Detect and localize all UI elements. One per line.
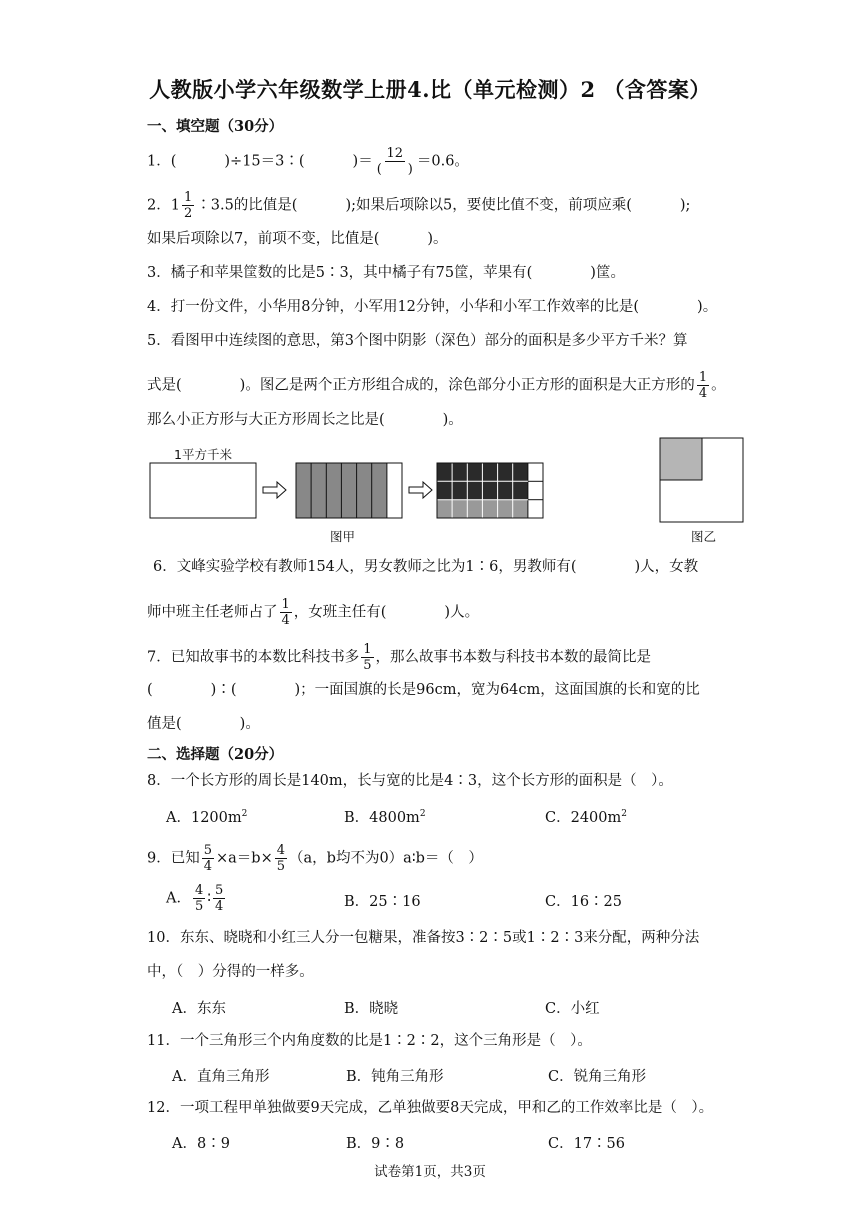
q9-fraction-1: $\frac{5}{4}$: [203, 843, 213, 874]
q6-text-c: ，女班主任有( )人。: [293, 604, 480, 621]
q6-text-b: 师中班主任老师占了: [147, 604, 278, 621]
q9-a-fraction-1: $\frac{4}{5}$: [194, 883, 204, 914]
q2-text-d: );: [679, 197, 691, 214]
q1-fraction: $\frac{12}{( )}$: [376, 146, 413, 177]
figure-diagram: [140, 435, 750, 545]
q9-option-a[interactable]: A． $\frac{4}{5}$ ∶ $\frac{5}{4}$: [166, 883, 224, 914]
q9-text-c: （a，b均不为0）a∶b＝（ ）: [289, 850, 483, 867]
q7-fraction: $\frac{1}{5}$: [363, 642, 372, 673]
figure-b-caption: 图乙: [691, 529, 717, 544]
q2-text-b: ∶3.5的比值是(: [196, 197, 298, 214]
q11-option-c[interactable]: C．锐角三角形: [548, 1069, 647, 1085]
question-5-cont2: 那么小正方形与大正方形周长之比是( )。: [147, 412, 463, 428]
question-5-cont: [147, 370, 726, 401]
arrow-icon: [263, 482, 286, 498]
q12-option-c[interactable]: C．17∶56: [548, 1136, 625, 1152]
q8-option-b[interactable]: B．$4800m^2$: [344, 809, 426, 826]
arrow-icon: [409, 482, 432, 498]
q2-fraction: $\frac{1}{2}$: [183, 190, 193, 221]
q10-option-c[interactable]: C．小红: [545, 1001, 600, 1017]
figure-b-squares: [660, 438, 743, 522]
q5-text-b: 式是( )。图乙是两个正方形组合成的，涂色部分小正方形的面积是大正方形的: [147, 377, 695, 394]
question-7: [147, 642, 651, 673]
q9-fraction-2: $\frac{4}{5}$: [276, 843, 286, 874]
q2-text-a: 2．1: [147, 197, 180, 214]
q5-fraction: $\frac{1}{4}$: [698, 370, 708, 401]
question-2: [147, 190, 690, 221]
q12-option-a[interactable]: A．8∶9: [172, 1136, 230, 1152]
page-footer: 试卷第1页，共3页: [374, 1164, 486, 1180]
q2-text-c: );如果后项除以5，要使比值不变，前项应乘(: [345, 197, 632, 214]
section-choice-heading: 二、选择题（20分）: [147, 746, 284, 763]
figure-a-rect-3: [437, 463, 543, 518]
q12-option-b[interactable]: B．9∶8: [346, 1136, 405, 1152]
q1-text-a: 1．(: [147, 153, 177, 170]
q2-text-f: )。: [427, 231, 448, 247]
q8-option-a[interactable]: A．$1200m^2$: [166, 809, 248, 826]
question-10: 10．东东、晓晓和小红三人分一包糖果，准备按3∶2∶5或1∶2∶3来分配，两种分法: [147, 930, 700, 946]
q7-text-b: ，那么故事书本数与科技书本数的最简比是: [375, 649, 652, 666]
figure-area-label: 1平方千米: [174, 447, 232, 462]
question-6-cont: [147, 597, 479, 628]
q1-text-b: )÷15＝3∶(: [224, 153, 305, 170]
q9-text-a: 9．已知: [147, 850, 200, 867]
q11-option-b[interactable]: B．钝角三角形: [346, 1069, 444, 1085]
q9-option-c[interactable]: C．16∶25: [545, 894, 622, 910]
section-fill-heading: 一、填空题（30分）: [147, 118, 284, 135]
q1-text-d: ＝0.6。: [416, 153, 469, 170]
question-11: 11．一个三角形三个内角度数的比是1∶2∶2，这个三角形是（ ）。: [147, 1033, 592, 1049]
q9-text-b: ×a＝b×: [216, 850, 273, 867]
figure-a-rect-2: [296, 463, 402, 518]
q9-a-fraction-2: $\frac{5}{4}$: [215, 883, 224, 914]
q11-option-a[interactable]: A．直角三角形: [172, 1069, 270, 1085]
q8-option-c[interactable]: C．$2400m^2$: [545, 809, 627, 826]
question-7-cont2: 值是( )。: [147, 716, 260, 732]
question-2-cont: [147, 229, 448, 249]
figure-a-rect-1: [150, 463, 256, 518]
question-10-cont: 中，（ ）分得的一样多。: [147, 964, 314, 980]
q2-text-e: 如果后项除以7，前项不变，比值是(: [147, 231, 380, 247]
question-3: 3．橘子和苹果筐数的比是5∶3，其中橘子有75筐，苹果有( )筐。: [147, 265, 625, 281]
q7-text-a: 7．已知故事书的本数比科技书多: [147, 649, 360, 666]
question-1: [147, 146, 469, 177]
q1-text-c: )＝: [352, 153, 373, 170]
q6-fraction: $\frac{1}{4}$: [281, 597, 290, 628]
question-5: 5．看图甲中连续图的意思，第3个图中阴影（深色）部分的面积是多少平方千米？算: [147, 333, 688, 349]
question-12: 12．一项工程甲单独做要9天完成，乙单独做要8天完成，甲和乙的工作效率比是（ ）。: [147, 1100, 714, 1116]
question-8: 8．一个长方形的周长是140m，长与宽的比是4∶3，这个长方形的面积是（ ）。: [147, 773, 673, 789]
question-4: 4．打一份文件，小华用8分钟，小军用12分钟，小华和小军工作效率的比是( )。: [147, 299, 718, 315]
question-9: [147, 843, 483, 874]
q10-option-a[interactable]: A．东东: [172, 1001, 226, 1017]
q10-option-b[interactable]: B．晓晓: [344, 1001, 399, 1017]
question-6: 6．文峰实验学校有教师154人，男女教师之比为1∶6，男教师有( )人，女教: [153, 559, 699, 575]
page-title: 人教版小学六年级数学上册4.比（单元检测）2 （含答案）: [149, 77, 711, 102]
figure-a-caption: 图甲: [330, 529, 356, 544]
question-7-cont: ( )∶( )；一面国旗的长是96cm，宽为64cm，这面国旗的长和宽的比: [147, 682, 700, 698]
q5-text-b2: 。: [711, 377, 726, 394]
q9-option-b[interactable]: B．25∶16: [344, 894, 421, 910]
